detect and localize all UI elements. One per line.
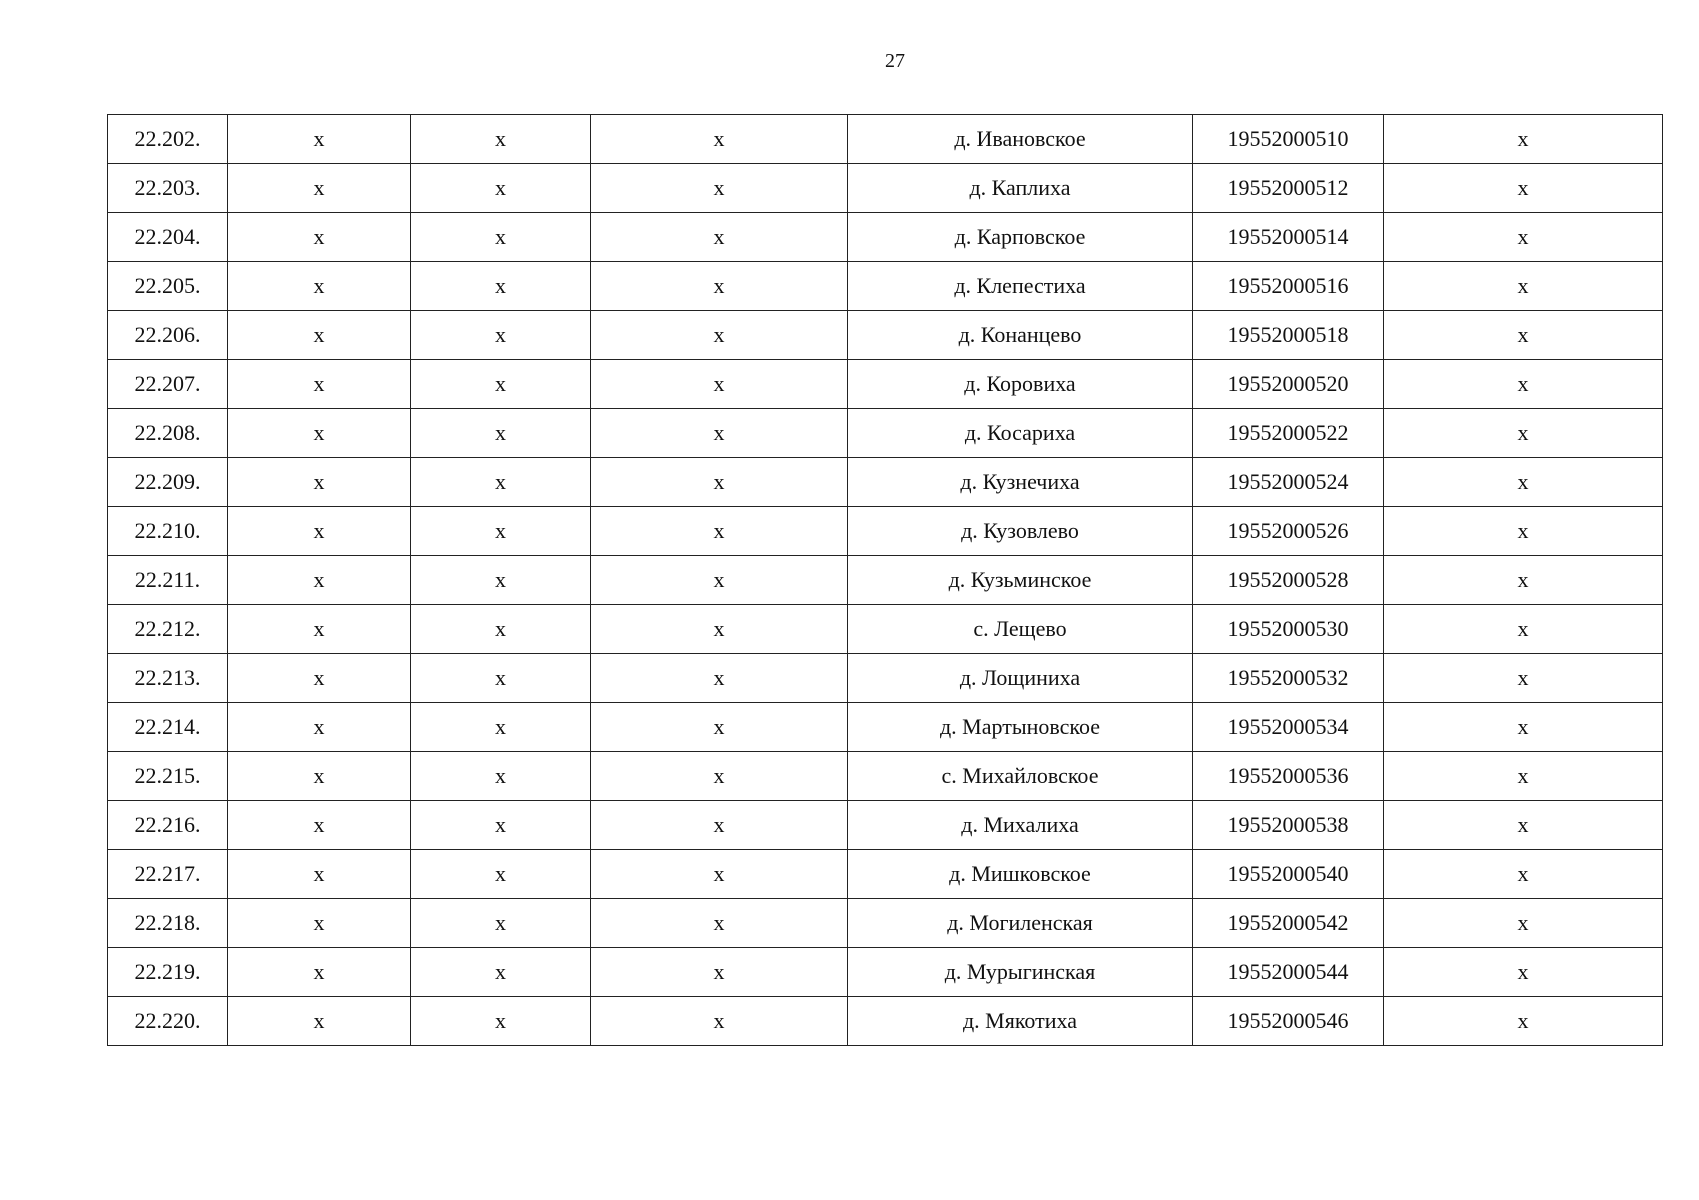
oktmo-code-cell: 19552000528 xyxy=(1193,556,1384,605)
oktmo-code-cell: 19552000522 xyxy=(1193,409,1384,458)
settlement-name-cell: д. Клепестиха xyxy=(848,262,1193,311)
table-row xyxy=(108,409,1663,458)
table-row xyxy=(108,801,1663,850)
mark-cell: х xyxy=(1384,899,1663,948)
mark-cell: х xyxy=(591,801,848,850)
mark-cell: х xyxy=(228,752,411,801)
settlement-name-cell: д. Мишковское xyxy=(848,850,1193,899)
row-number-cell: 22.213. xyxy=(108,654,228,703)
mark-cell: х xyxy=(411,752,591,801)
mark-cell: х xyxy=(228,703,411,752)
table-row xyxy=(108,556,1663,605)
settlement-name-cell: д. Кузьминское xyxy=(848,556,1193,605)
mark-cell: х xyxy=(411,458,591,507)
table-row xyxy=(108,213,1663,262)
mark-cell: х xyxy=(228,164,411,213)
table-row xyxy=(108,948,1663,997)
oktmo-code-cell: 19552000536 xyxy=(1193,752,1384,801)
oktmo-code-cell: 19552000516 xyxy=(1193,262,1384,311)
mark-cell: х xyxy=(591,360,848,409)
row-number-cell: 22.206. xyxy=(108,311,228,360)
oktmo-code-cell: 19552000546 xyxy=(1193,997,1384,1046)
mark-cell: х xyxy=(591,164,848,213)
settlement-name-cell: с. Михайловское xyxy=(848,752,1193,801)
mark-cell: х xyxy=(1384,654,1663,703)
row-number-cell: 22.202. xyxy=(108,115,228,164)
table-row xyxy=(108,507,1663,556)
row-number-cell: 22.210. xyxy=(108,507,228,556)
mark-cell: х xyxy=(1384,752,1663,801)
mark-cell: х xyxy=(591,213,848,262)
mark-cell: х xyxy=(591,458,848,507)
oktmo-code-cell: 19552000544 xyxy=(1193,948,1384,997)
row-number-cell: 22.204. xyxy=(108,213,228,262)
mark-cell: х xyxy=(228,605,411,654)
oktmo-code-cell: 19552000526 xyxy=(1193,507,1384,556)
mark-cell: х xyxy=(1384,311,1663,360)
mark-cell: х xyxy=(228,507,411,556)
row-number-cell: 22.214. xyxy=(108,703,228,752)
table-row xyxy=(108,997,1663,1046)
settlement-name-cell: д. Косариха xyxy=(848,409,1193,458)
settlement-name-cell: д. Мякотиха xyxy=(848,997,1193,1046)
mark-cell: х xyxy=(411,311,591,360)
mark-cell: х xyxy=(411,899,591,948)
table-row xyxy=(108,115,1663,164)
settlements-table xyxy=(107,114,1663,1046)
row-number-cell: 22.219. xyxy=(108,948,228,997)
row-number-cell: 22.220. xyxy=(108,997,228,1046)
mark-cell: х xyxy=(1384,997,1663,1046)
mark-cell: х xyxy=(411,507,591,556)
row-number-cell: 22.217. xyxy=(108,850,228,899)
row-number-cell: 22.212. xyxy=(108,605,228,654)
row-number-cell: 22.207. xyxy=(108,360,228,409)
settlement-name-cell: с. Лещево xyxy=(848,605,1193,654)
mark-cell: х xyxy=(228,899,411,948)
mark-cell: х xyxy=(591,997,848,1046)
oktmo-code-cell: 19552000518 xyxy=(1193,311,1384,360)
table-row xyxy=(108,605,1663,654)
mark-cell: х xyxy=(411,213,591,262)
mark-cell: х xyxy=(591,948,848,997)
mark-cell: х xyxy=(411,262,591,311)
row-number-cell: 22.205. xyxy=(108,262,228,311)
row-number-cell: 22.218. xyxy=(108,899,228,948)
mark-cell: х xyxy=(228,801,411,850)
table-row xyxy=(108,311,1663,360)
mark-cell: х xyxy=(1384,360,1663,409)
table-row xyxy=(108,654,1663,703)
mark-cell: х xyxy=(411,850,591,899)
mark-cell: х xyxy=(591,311,848,360)
settlement-name-cell: д. Каплиха xyxy=(848,164,1193,213)
mark-cell: х xyxy=(1384,164,1663,213)
row-number-cell: 22.211. xyxy=(108,556,228,605)
mark-cell: х xyxy=(411,115,591,164)
mark-cell: х xyxy=(591,262,848,311)
mark-cell: х xyxy=(228,409,411,458)
mark-cell: х xyxy=(411,556,591,605)
oktmo-code-cell: 19552000532 xyxy=(1193,654,1384,703)
mark-cell: х xyxy=(228,262,411,311)
mark-cell: х xyxy=(591,115,848,164)
mark-cell: х xyxy=(1384,850,1663,899)
row-number-cell: 22.216. xyxy=(108,801,228,850)
mark-cell: х xyxy=(411,997,591,1046)
mark-cell: х xyxy=(591,703,848,752)
mark-cell: х xyxy=(228,115,411,164)
mark-cell: х xyxy=(591,556,848,605)
mark-cell: х xyxy=(1384,507,1663,556)
mark-cell: х xyxy=(228,556,411,605)
row-number-cell: 22.208. xyxy=(108,409,228,458)
table-row xyxy=(108,703,1663,752)
table-body xyxy=(108,115,1663,1046)
table-row xyxy=(108,360,1663,409)
page-number: 27 xyxy=(885,50,905,72)
mark-cell: х xyxy=(1384,948,1663,997)
mark-cell: х xyxy=(411,801,591,850)
table-row xyxy=(108,262,1663,311)
oktmo-code-cell: 19552000534 xyxy=(1193,703,1384,752)
mark-cell: х xyxy=(411,360,591,409)
mark-cell: х xyxy=(228,458,411,507)
oktmo-code-cell: 19552000542 xyxy=(1193,899,1384,948)
mark-cell: х xyxy=(411,948,591,997)
oktmo-code-cell: 19552000512 xyxy=(1193,164,1384,213)
mark-cell: х xyxy=(228,948,411,997)
mark-cell: х xyxy=(411,164,591,213)
mark-cell: х xyxy=(228,360,411,409)
settlement-name-cell: д. Могиленская xyxy=(848,899,1193,948)
mark-cell: х xyxy=(591,850,848,899)
settlement-name-cell: д. Лощиниха xyxy=(848,654,1193,703)
oktmo-code-cell: 19552000538 xyxy=(1193,801,1384,850)
oktmo-code-cell: 19552000514 xyxy=(1193,213,1384,262)
mark-cell: х xyxy=(411,605,591,654)
settlement-name-cell: д. Ивановское xyxy=(848,115,1193,164)
row-number-cell: 22.203. xyxy=(108,164,228,213)
mark-cell: х xyxy=(411,409,591,458)
mark-cell: х xyxy=(1384,458,1663,507)
table-row xyxy=(108,164,1663,213)
mark-cell: х xyxy=(1384,703,1663,752)
mark-cell: х xyxy=(1384,801,1663,850)
mark-cell: х xyxy=(1384,605,1663,654)
row-number-cell: 22.215. xyxy=(108,752,228,801)
settlement-name-cell: д. Конанцево xyxy=(848,311,1193,360)
table-row xyxy=(108,899,1663,948)
mark-cell: х xyxy=(411,703,591,752)
oktmo-code-cell: 19552000510 xyxy=(1193,115,1384,164)
mark-cell: х xyxy=(1384,409,1663,458)
oktmo-code-cell: 19552000520 xyxy=(1193,360,1384,409)
table-row xyxy=(108,752,1663,801)
mark-cell: х xyxy=(411,654,591,703)
mark-cell: х xyxy=(1384,213,1663,262)
mark-cell: х xyxy=(591,605,848,654)
row-number-cell: 22.209. xyxy=(108,458,228,507)
mark-cell: х xyxy=(228,997,411,1046)
table-row xyxy=(108,458,1663,507)
mark-cell: х xyxy=(591,654,848,703)
oktmo-code-cell: 19552000524 xyxy=(1193,458,1384,507)
mark-cell: х xyxy=(228,311,411,360)
settlement-name-cell: д. Мурыгинская xyxy=(848,948,1193,997)
mark-cell: х xyxy=(1384,262,1663,311)
mark-cell: х xyxy=(591,507,848,556)
oktmo-code-cell: 19552000540 xyxy=(1193,850,1384,899)
table-row xyxy=(108,850,1663,899)
mark-cell: х xyxy=(591,899,848,948)
settlement-name-cell: д. Мартыновское xyxy=(848,703,1193,752)
settlement-name-cell: д. Карповское xyxy=(848,213,1193,262)
settlement-name-cell: д. Кузовлево xyxy=(848,507,1193,556)
settlement-name-cell: д. Михалиха xyxy=(848,801,1193,850)
mark-cell: х xyxy=(228,213,411,262)
mark-cell: х xyxy=(1384,115,1663,164)
settlement-name-cell: д. Кузнечиха xyxy=(848,458,1193,507)
mark-cell: х xyxy=(591,409,848,458)
mark-cell: х xyxy=(228,850,411,899)
oktmo-code-cell: 19552000530 xyxy=(1193,605,1384,654)
settlement-name-cell: д. Коровиха xyxy=(848,360,1193,409)
mark-cell: х xyxy=(591,752,848,801)
mark-cell: х xyxy=(1384,556,1663,605)
mark-cell: х xyxy=(228,654,411,703)
